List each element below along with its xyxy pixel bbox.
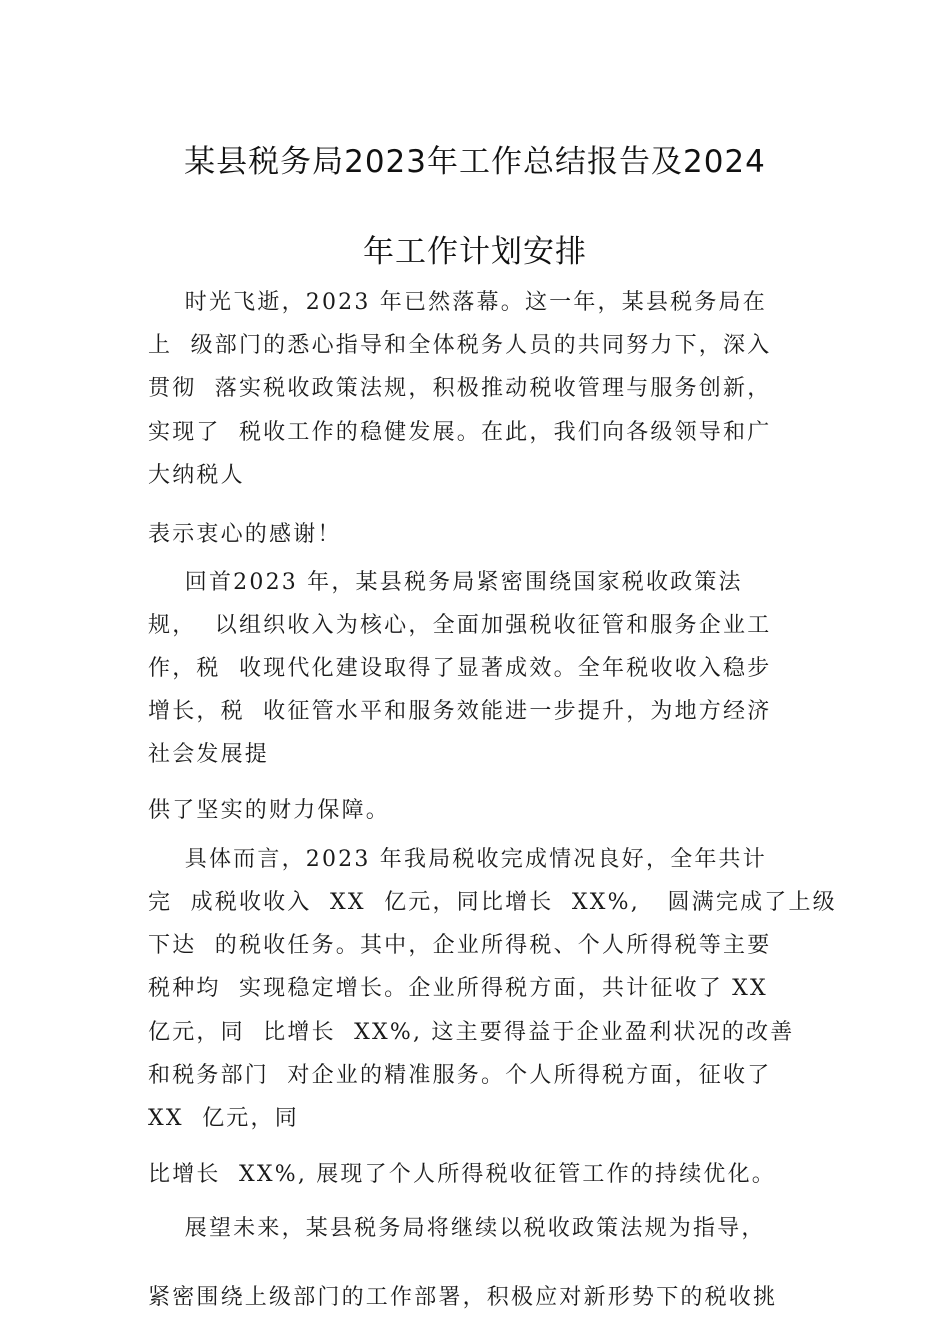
body-text-line: 社会发展提 xyxy=(148,742,270,767)
body-text-line: 完 成税收收入 XX 亿元，同比增长 XX%, 圆满完成了上级 xyxy=(148,890,837,915)
body-text-line: 时光飞逝，2023 年已然落幕。这一年，某县税务局在 xyxy=(148,290,767,315)
body-text-line: 大纳税人 xyxy=(148,463,245,488)
body-text-line: 实现了 税收工作的稳健发展。在此，我们向各级领导和广 xyxy=(148,420,772,445)
body-text-line: 贯彻 落实税收政策法规，积极推动税收管理与服务创新， xyxy=(148,376,772,401)
body-text-line: 表示衷心的感谢！ xyxy=(148,522,342,547)
body-text-line: 下达 的税收任务。其中，企业所得税、个人所得税等主要 xyxy=(148,933,772,958)
body-text-line: 上 级部门的悉心指导和全体税务人员的共同努力下，深入 xyxy=(148,333,772,358)
body-text-line: 具体而言，2023 年我局税收完成情况良好，全年共计 xyxy=(148,847,767,872)
document-title-line-2: 年工作计划安排 xyxy=(363,234,587,270)
document-title-line-1: 某县税务局2023年工作总结报告及2024 xyxy=(184,144,766,180)
body-text-line: 规， 以组织收入为核心，全面加强税收征管和服务企业工 xyxy=(148,613,772,638)
body-text-line: 税种均 实现稳定增长。企业所得税方面，共计征收了 XX xyxy=(148,976,768,1001)
body-text-line: 作，税 收现代化建设取得了显著成效。全年税收收入稳步 xyxy=(148,656,772,681)
body-text-line: 供了坚实的财力保障。 xyxy=(148,798,391,823)
body-text-line: 亿元，同 比增长 XX%, 这主要得益于企业盈利状况的改善 xyxy=(148,1020,795,1045)
body-text-line: 和税务部门 对企业的精准服务。个人所得税方面，征收了 xyxy=(148,1063,772,1088)
body-text-line: XX 亿元，同 xyxy=(148,1106,299,1131)
body-text-line: 展望未来，某县税务局将继续以税收政策法规为指导， xyxy=(148,1216,766,1241)
body-text-line: 比增长 XX%, 展现了个人所得税收征管工作的持续优化。 xyxy=(148,1162,777,1187)
body-text-line: 增长，税 收征管水平和服务效能进一步提升，为地方经济 xyxy=(148,699,772,724)
body-text-line: 回首2023 年，某县税务局紧密围绕国家税收政策法 xyxy=(148,570,743,595)
body-text-line: 紧密围绕上级部门的工作部署，积极应对新形势下的税收挑 xyxy=(148,1285,778,1310)
